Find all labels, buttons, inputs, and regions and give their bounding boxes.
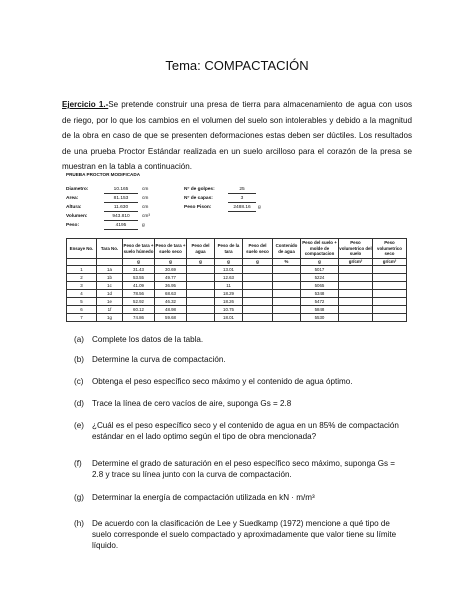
- question-letter: (c): [74, 377, 84, 386]
- table-cell: 53.55: [123, 274, 155, 282]
- table-cell: [373, 266, 407, 274]
- column-header: Peso del agua: [187, 239, 215, 259]
- question-letter: (e): [74, 421, 84, 430]
- table-cell: [373, 306, 407, 314]
- table-cell: [243, 282, 273, 290]
- table-cell: [243, 306, 273, 314]
- table-cell: 1d: [97, 290, 123, 298]
- table-cell: 18.01: [215, 314, 243, 322]
- table-header-row: [67, 239, 407, 259]
- table-cell: 74.86: [123, 314, 155, 322]
- table-cell: [273, 290, 301, 298]
- column-unit: g: [215, 259, 243, 266]
- table-cell: 12.63: [215, 274, 243, 282]
- table-cell: 13.01: [215, 266, 243, 274]
- table-cell: [187, 298, 215, 306]
- table-cell: [339, 290, 373, 298]
- question-text: Determinar la energía de compactación utilizada en kN · m/m³: [92, 493, 315, 502]
- question-letter: (a): [74, 335, 84, 344]
- parameter-unit: cm: [142, 196, 149, 201]
- table-cell: [339, 274, 373, 282]
- table-cell: 11: [215, 282, 243, 290]
- table-row: [67, 298, 407, 306]
- question-text: Determine el grado de saturación en el peso específico seco máximo, suponga Gs = 2.8 y trace su línea junto con la curva de compactación.: [92, 459, 396, 479]
- question-text: De acuerdo con la clasificación de Lee y Suedkamp (1972) mencione a qué tipo de suelo corresponde el suelo compactado y aproximadamente que valor tiene su límite líquido.: [92, 519, 397, 550]
- table-cell: [273, 274, 301, 282]
- table-cell: 36.95: [155, 282, 187, 290]
- table-cell: [243, 298, 273, 306]
- question-text: Determine la curva de compactación.: [92, 355, 226, 364]
- table-caption: PRUEBA PROCTOR MODIFICADA: [66, 172, 141, 177]
- column-unit: g: [187, 259, 215, 266]
- parameter-label: N° de golpes:: [184, 187, 215, 192]
- table-cell: [187, 274, 215, 282]
- parameter-label: Diametro:: [66, 187, 89, 192]
- table-cell: 5530: [301, 314, 339, 322]
- column-header: Peso del suelo + molde de compactacion: [301, 239, 339, 259]
- table-cell: [187, 282, 215, 290]
- table-cell: 1f: [97, 306, 123, 314]
- parameter-value: 943.810: [104, 213, 138, 221]
- parameter-value: 4195: [104, 222, 138, 230]
- column-header: Peso volumetrico del suelo: [339, 239, 373, 259]
- table-cell: 48.98: [155, 306, 187, 314]
- question-text: Complete los datos de la tabla.: [92, 335, 204, 344]
- column-unit: g: [155, 259, 187, 266]
- table-cell: [243, 314, 273, 322]
- table-cell: 68.63: [155, 290, 187, 298]
- table-row: [67, 314, 407, 322]
- table-cell: [373, 274, 407, 282]
- table-cell: [373, 314, 407, 322]
- parameter-value: 10.165: [104, 186, 138, 194]
- parameter-unit: g: [142, 223, 145, 228]
- question-letter: (d): [74, 399, 84, 408]
- column-unit: %: [273, 259, 301, 266]
- table-cell: 18.26: [215, 298, 243, 306]
- table-cell: 3: [67, 282, 97, 290]
- table-cell: [243, 274, 273, 282]
- column-header: Tara No.: [97, 239, 123, 259]
- table-cell: 31.43: [123, 266, 155, 274]
- table-cell: 1: [67, 266, 97, 274]
- table-cell: 1c: [97, 282, 123, 290]
- column-unit: gr/cm³: [339, 259, 373, 266]
- column-header: Peso de la tara: [215, 239, 243, 259]
- table-cell: 5472: [301, 298, 339, 306]
- table-cell: [273, 282, 301, 290]
- parameter-label: Volumen:: [66, 214, 88, 219]
- table-cell: [373, 298, 407, 306]
- table-row: [67, 274, 407, 282]
- parameter-unit: cm³: [142, 214, 150, 219]
- column-header: Peso de tara + suelo húmedo: [123, 239, 155, 259]
- table-row: [67, 282, 407, 290]
- table-cell: 60.12: [123, 306, 155, 314]
- table-cell: 52.92: [123, 298, 155, 306]
- table-row: [67, 290, 407, 298]
- parameter-label: Altura:: [66, 205, 82, 210]
- column-header: Ensaye No.: [67, 239, 97, 259]
- exercise-text: Se pretende construir una presa de tierra para almacenamiento de agua con usos de riego, por lo que los cambios en el volumen del suelo son intolerables y debido a la magnitud de la obra en caso de que se presenten deformaciones estas deben ser dúctiles. Los resultados de una prueba Proctor Estándar realizada en un suelo arcilloso para el corazón de la presa se muestran en la tabla a continuación.: [62, 100, 412, 172]
- parameter-label: Area:: [66, 196, 79, 201]
- table-cell: [243, 290, 273, 298]
- table-cell: [273, 266, 301, 274]
- table-cell: [187, 290, 215, 298]
- parameter-unit: cm: [142, 187, 149, 192]
- table-cell: 41.09: [123, 282, 155, 290]
- table-cell: 78.56: [123, 290, 155, 298]
- column-unit: gr/cm³: [373, 259, 407, 266]
- table-cell: 5017: [301, 266, 339, 274]
- table-cell: 7: [67, 314, 97, 322]
- proctor-table: [66, 238, 407, 322]
- table-cell: 4: [67, 290, 97, 298]
- table-cell: [373, 290, 407, 298]
- table-cell: [187, 314, 215, 322]
- table-cell: [339, 306, 373, 314]
- question-letter: (f): [74, 459, 82, 468]
- table-cell: 6: [67, 306, 97, 314]
- table-cell: 5848: [301, 306, 339, 314]
- parameter-label: Peso Pison:: [184, 205, 212, 210]
- table-cell: [373, 282, 407, 290]
- parameter-value: 2488.16: [228, 204, 256, 212]
- table-cell: [243, 266, 273, 274]
- column-unit: [97, 259, 123, 266]
- column-header: Peso de tara + suelo seco: [155, 239, 187, 259]
- table-cell: 1e: [97, 298, 123, 306]
- table-cell: 5348: [301, 290, 339, 298]
- table-cell: 30.69: [155, 266, 187, 274]
- table-cell: [339, 314, 373, 322]
- table-cell: 5224: [301, 274, 339, 282]
- parameter-value: 25: [228, 186, 256, 194]
- question-letter: (b): [74, 355, 84, 364]
- table-cell: [339, 298, 373, 306]
- table-cell: [339, 282, 373, 290]
- column-unit: [67, 259, 97, 266]
- table-cell: [273, 314, 301, 322]
- table-cell: 1g: [97, 314, 123, 322]
- parameter-unit: cm: [142, 205, 149, 210]
- table-cell: 10.75: [215, 306, 243, 314]
- parameter-unit: g: [258, 205, 261, 210]
- table-cell: 49.77: [155, 274, 187, 282]
- page-title: Tema: COMPACTACIÓN: [165, 58, 309, 73]
- table-cell: 18.29: [215, 290, 243, 298]
- column-header: Peso volumetrico seco: [373, 239, 407, 259]
- parameter-label: Peso:: [66, 223, 80, 228]
- table-units-row: [67, 259, 407, 266]
- table-cell: 1b: [97, 274, 123, 282]
- table-cell: 5065: [301, 282, 339, 290]
- table-cell: 1a: [97, 266, 123, 274]
- exercise-intro: [62, 97, 412, 175]
- table-cell: 46.32: [155, 298, 187, 306]
- table-row: [67, 266, 407, 274]
- parameter-value: 11.630: [104, 204, 138, 212]
- column-unit: g: [123, 259, 155, 266]
- question-letter: (g): [74, 493, 84, 502]
- column-unit: g: [243, 259, 273, 266]
- table-cell: [187, 306, 215, 314]
- table-cell: [339, 266, 373, 274]
- question-text: Obtenga el peso específico seco máximo y el contenido de agua óptimo.: [92, 377, 353, 386]
- column-header: Contenido de agua: [273, 239, 301, 259]
- column-unit: g: [301, 259, 339, 266]
- table-cell: [273, 306, 301, 314]
- parameter-label: N° de capas:: [184, 196, 213, 201]
- parameter-value: 81.153: [104, 195, 138, 203]
- table-cell: 5: [67, 298, 97, 306]
- column-header: Peso del suelo seco: [243, 239, 273, 259]
- exercise-label: Ejercicio 1.-: [62, 100, 109, 109]
- table-row: [67, 306, 407, 314]
- table-cell: [187, 266, 215, 274]
- table-cell: 59.68: [155, 314, 187, 322]
- question-letter: (h): [74, 519, 84, 528]
- question-text: Trace la línea de cero vacíos de aire, suponga Gs = 2.8: [92, 399, 292, 408]
- question-text: ¿Cuál es el peso específico seco y el contenido de agua en un 85% de compactación estándar en el lado optimo según el tipo de obra mencionada?: [92, 421, 399, 441]
- table-cell: 2: [67, 274, 97, 282]
- table-cell: [273, 298, 301, 306]
- parameter-value: 3: [228, 195, 256, 203]
